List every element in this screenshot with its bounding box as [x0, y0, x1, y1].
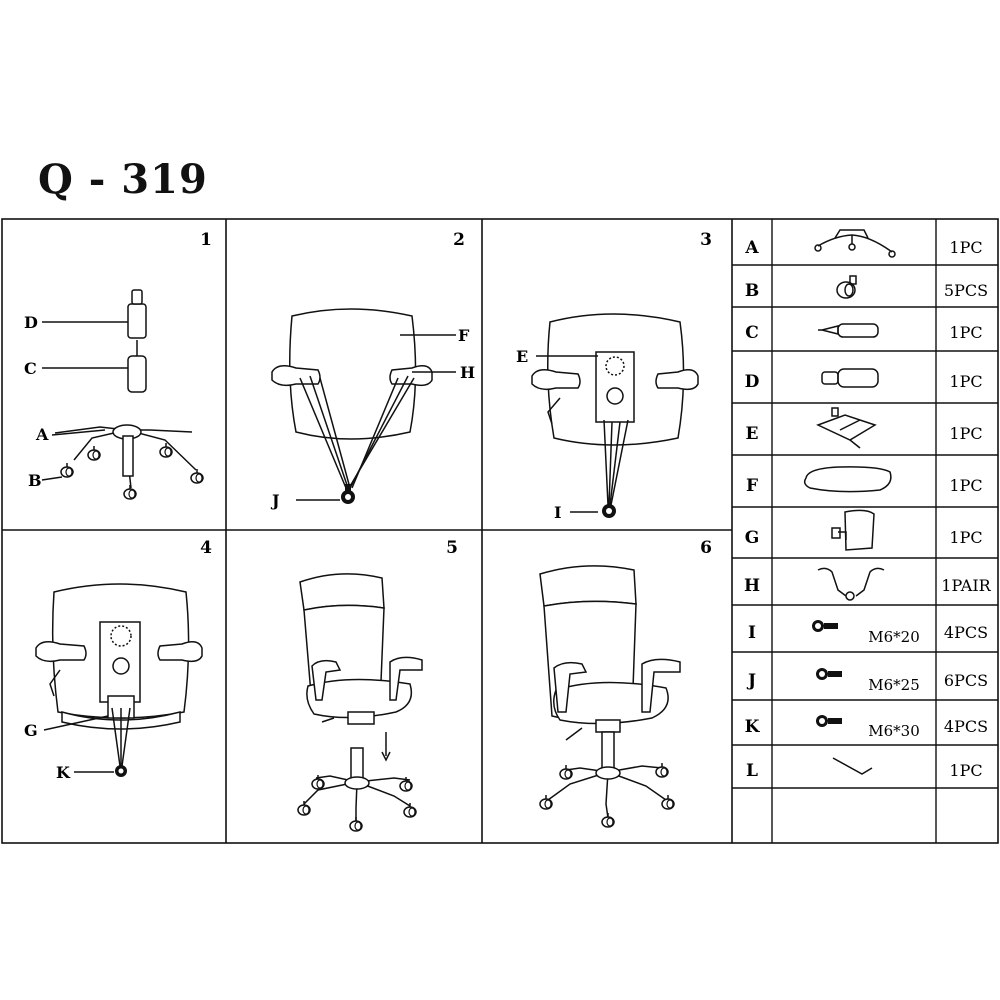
part-qty-H: 1PAIR	[941, 576, 991, 595]
part-qty-K: 4PCS	[943, 717, 989, 736]
step-6-drawing	[540, 566, 680, 818]
step-number-2: 2	[453, 230, 465, 250]
backrest-icon	[832, 510, 874, 550]
bolt-icons	[812, 620, 842, 727]
part-spec-J: M6*25	[868, 676, 920, 694]
part-letter-I: I	[748, 623, 756, 643]
part-qty-C: 1PC	[949, 323, 983, 342]
mechanism-plate-icon	[818, 408, 875, 448]
part-qty-L: 1PC	[949, 761, 983, 780]
allen-key-icon	[833, 758, 872, 774]
callout-A: A	[36, 425, 49, 444]
part-qty-G: 1PC	[949, 528, 983, 547]
part-qty-J: 6PCS	[943, 671, 989, 690]
part-qty-B: 5PCS	[943, 281, 989, 300]
armrest-pair-icon	[818, 568, 884, 600]
model-title: Q - 319	[38, 156, 208, 203]
part-letter-K: K	[744, 717, 760, 737]
part-letter-G: G	[744, 528, 760, 548]
caster-icon	[837, 276, 856, 298]
part-qty-D: 1PC	[949, 372, 983, 391]
step-2-drawing	[272, 309, 456, 500]
gas-lift-icon	[818, 324, 878, 337]
gas-lift-cover-icon	[822, 369, 878, 387]
part-letter-A: A	[745, 238, 759, 258]
part-qty-A: 1PC	[949, 238, 983, 257]
callout-K: K	[56, 763, 70, 782]
part-letter-C: C	[745, 323, 759, 343]
callout-H: H	[460, 363, 476, 382]
callout-F: F	[458, 326, 470, 345]
part-spec-I: M6*20	[868, 628, 920, 646]
part-qty-E: 1PC	[949, 424, 983, 443]
step-number-1: 1	[200, 230, 212, 250]
steps-grid	[2, 219, 998, 843]
callout-B: B	[28, 471, 42, 490]
step-4-bolt	[115, 765, 127, 777]
step-number-4: 4	[200, 538, 212, 558]
step-number-5: 5	[446, 538, 458, 558]
part-letter-J: J	[747, 671, 757, 691]
callout-I: I	[554, 503, 562, 522]
part-letter-E: E	[745, 424, 759, 444]
part-letter-F: F	[745, 476, 759, 496]
part-qty-I: 4PCS	[943, 623, 989, 642]
step-number-6: 6	[700, 538, 712, 558]
part-qty-F: 1PC	[949, 476, 983, 495]
callout-D: D	[24, 313, 38, 332]
part-spec-K: M6*30	[868, 722, 920, 740]
step-1-drawing	[42, 290, 196, 488]
step-4-drawing	[36, 584, 202, 772]
seat-cushion-icon	[805, 467, 891, 492]
part-letter-L: L	[746, 761, 758, 781]
star-base-icon	[815, 230, 895, 257]
part-letter-B: B	[744, 281, 760, 301]
part-letter-D: D	[744, 372, 760, 392]
part-letter-H: H	[743, 576, 761, 596]
step-number-3: 3	[700, 230, 712, 250]
callout-G: G	[24, 721, 38, 740]
callout-C: C	[24, 359, 37, 378]
step-3-drawing	[532, 314, 698, 512]
callout-E: E	[516, 347, 529, 366]
callout-J: J	[272, 491, 280, 510]
step-3-bolt	[602, 504, 616, 518]
